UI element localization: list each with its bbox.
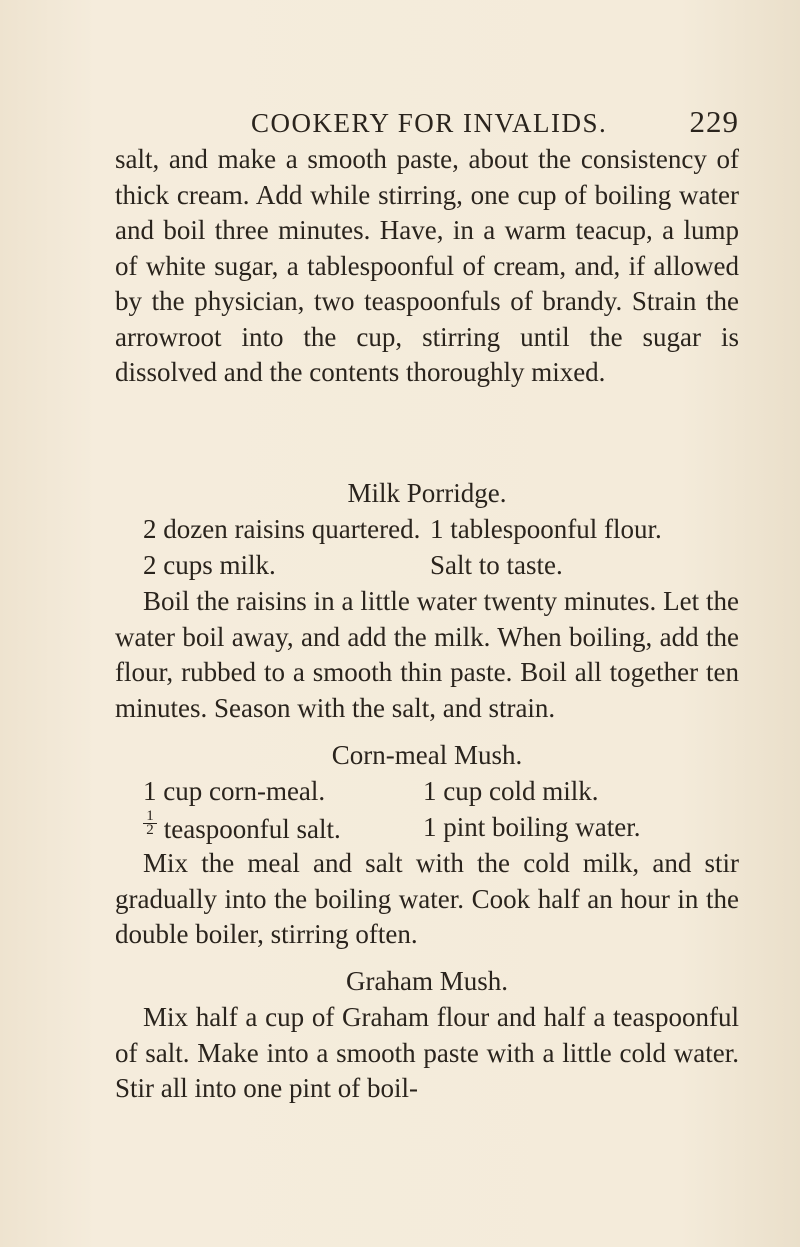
intro-paragraph-block [115, 142, 739, 391]
page-number: 229 [689, 104, 739, 139]
ingredient-row [143, 548, 743, 584]
ingredient-item: 1 pint boiling water. [423, 811, 641, 842]
method-milk-porridge-block [115, 584, 739, 726]
ingredient-item: 2 dozen raisins quartered. [143, 514, 421, 544]
ingredient-row [143, 774, 743, 810]
fraction-numerator: 1 [143, 810, 157, 824]
ingredient-item-with-fraction [143, 807, 423, 848]
method-corn-meal-mush-block [115, 846, 739, 953]
running-head [117, 106, 739, 146]
ingredients-milk-porridge [143, 512, 743, 583]
running-title: COOKERY FOR INVALIDS. [251, 108, 608, 138]
ingredient-row [143, 512, 743, 548]
recipe-title-graham-mush: Graham Mush. [346, 966, 508, 996]
ingredient-text: teaspoonful salt. [163, 813, 341, 844]
ingredient-item: Salt to taste. [430, 549, 563, 580]
method-graham-mush-block [115, 1000, 739, 1107]
method-graham-mush: Mix half a cup of Graham flour and half a teaspoonful of salt. Make into a smooth paste with a little cold water. Stir all into one pint of boil- [115, 1002, 739, 1103]
ingredient-item: 1 cup corn-meal. [143, 776, 326, 806]
ingredient-item: 2 cups milk. [143, 549, 276, 580]
ingredient-row [143, 807, 743, 848]
fraction-denominator: 2 [146, 821, 154, 838]
ingredient-item: 1 cup cold milk. [423, 776, 599, 806]
intro-paragraph: salt, and make a smooth paste, about the consistency of thick cream. Add while stirring, one cup of boiling water and boil three minutes. Have, in a warm teacup, a lump of white sugar, a tablespoonful of cream, and, if allowed by the physician, two teaspoonfuls of brandy. Strain the arrowroot into the cup, stirring until the sugar is dissolved and the contents thoroughly mixed. [115, 144, 739, 387]
one-half-fraction [143, 807, 157, 838]
recipe-title-corn-meal-mush: Corn-meal Mush. [331, 740, 523, 770]
ingredients-corn-meal-mush [143, 774, 743, 847]
method-milk-porridge: Boil the raisins in a little water twenty minutes. Let the water boil away, and add the milk. When boiling, add the flour, rubbed to a smooth thin paste. Boil all together ten minutes. Season with the salt, and strain. [115, 586, 739, 723]
recipe-title-milk-porridge: Milk Porridge. [347, 478, 507, 508]
ingredient-item: 1 tablespoonful flour. [430, 514, 662, 544]
method-corn-meal-mush: Mix the meal and salt with the cold milk, and stir gradually into the boiling water. Cook half an hour in the double boiler, stirring often. [115, 848, 739, 949]
